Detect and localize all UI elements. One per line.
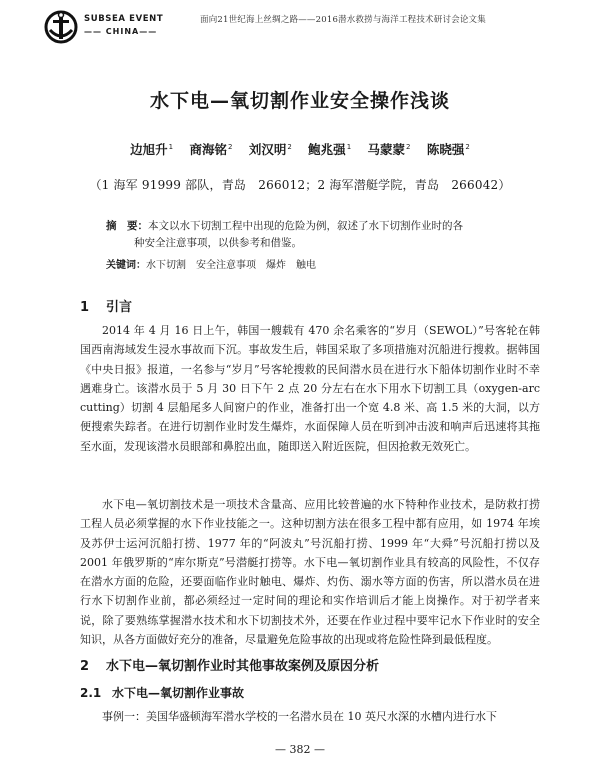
author: 边旭升$^1$ xyxy=(130,142,174,157)
section-heading-introduction: 1 引言 xyxy=(80,300,133,315)
author: 刘汉明$^2$ xyxy=(248,142,292,157)
running-header: 面向21世纪海上丝绸之路——2016潜水救捞与海洋工程技术研讨会论文集 xyxy=(200,15,486,25)
abstract-line-1: 摘 要：本文以水下切割工程中出现的危险为例，叙述了水下切割作业时的各 xyxy=(106,220,463,232)
paragraph-3: 事例一：美国华盛顿海军潜水学校的一名潜水员在 10 英尺水深的水槽内进行水下 xyxy=(102,710,497,723)
author: 鲍兆强$^1$ xyxy=(308,142,352,157)
author: 商海铭$^2$ xyxy=(189,142,233,157)
logo-text-secondary: —— CHINA—— xyxy=(84,27,158,36)
abstract-line-2: 种安全注意事项，以供参考和借鉴。 xyxy=(134,237,302,249)
paper-title: 水下电—氧切割作业安全操作浅谈 xyxy=(149,90,450,112)
author: 陈晓强$^2$ xyxy=(426,142,470,157)
abstract xyxy=(106,218,546,252)
page-number: — 382 — xyxy=(275,743,325,756)
keywords xyxy=(106,256,546,271)
affiliation: （1 海军 91999 部队，青岛 266012；2 海军潜艇学院，青岛 266042） xyxy=(89,178,511,192)
paragraph-1: 2014 年 4 月 16 日上午，韩国一艘载有 470 余名乘客的“岁月（SEWOL）”号客轮在韩国西南海域发生浸水事故而下沉。事故发生后，韩国采取了多项措施对沉船进行搜救。据韩国《中央日报》报道，一名参与“岁月”号客轮搜救的民间潜水员在进行水下船体切割作业时不幸遇难身亡。该潜水员于 5 月 30 日下午 2 点 20 分左右在水下用水下切割工具（oxygen-arc cutting）切割 4 层船尾多人间窗户的作业，准备打出一个宽 4.8 米、高 1.5 米的大洞，以方便搜索失踪者。在进行切割作业时发生爆炸，水面保障人员在听到冲击波和响声后迅速将其拖至水面，发现该潜水员眼部和鼻腔出血，随即送入附近医院，但因抢救无效死亡。 xyxy=(80,324,540,453)
abstract-label: 摘 要： xyxy=(106,220,148,232)
paragraph-2: 水下电—氧切割技术是一项技术含量高、应用比较普遍的水下特种作业技术，是防救打捞工程人员必须掌握的水下作业技能之一。这种切割方法在很多工程中都有应用，如 1974 年埃及苏伊士运河沉船打捞、1977 年的“阿波丸”号沉船打捞、1999 年“大舜”号沉船打捞以及 2001 年俄罗斯的“库尔斯克”号潜艇打捞等。水下电—氧切割作业具有较高的风险性，不仅存在潜水方面的危险，还要面临作业时触电、爆炸、灼伤、溺水等方面的伤害，所以潜水员在进行水下切割作业前，都必须经过一定时间的理论和实作培训后才能上岗操作。对于初学者来说，除了要熟练掌握潜水技术和水下切割技术外，还要在作业过程中要牢记水下作业时的安全知识，从各方面做好充分的准备，尽量避免危险事故的出现或将危险性降到最低程度。 xyxy=(80,498,540,647)
author: 马蒙蒙$^2$ xyxy=(367,142,411,157)
subsea-event-logo xyxy=(44,10,164,44)
logo-text-primary: SUBSEA EVENT xyxy=(84,14,164,24)
subsection-heading-cutting-accidents: 2.1 水下电—氧切割作业事故 xyxy=(80,686,245,700)
anchor-logo-icon xyxy=(44,10,78,44)
author-list xyxy=(0,140,600,158)
keywords-label: 关键词： xyxy=(106,260,146,271)
keywords-text: 水下切割 安全注意事项 爆炸 触电 xyxy=(146,260,316,271)
section-heading-accident-cases: 2 水下电—氧切割作业时其他事故案例及原因分析 xyxy=(80,659,380,674)
